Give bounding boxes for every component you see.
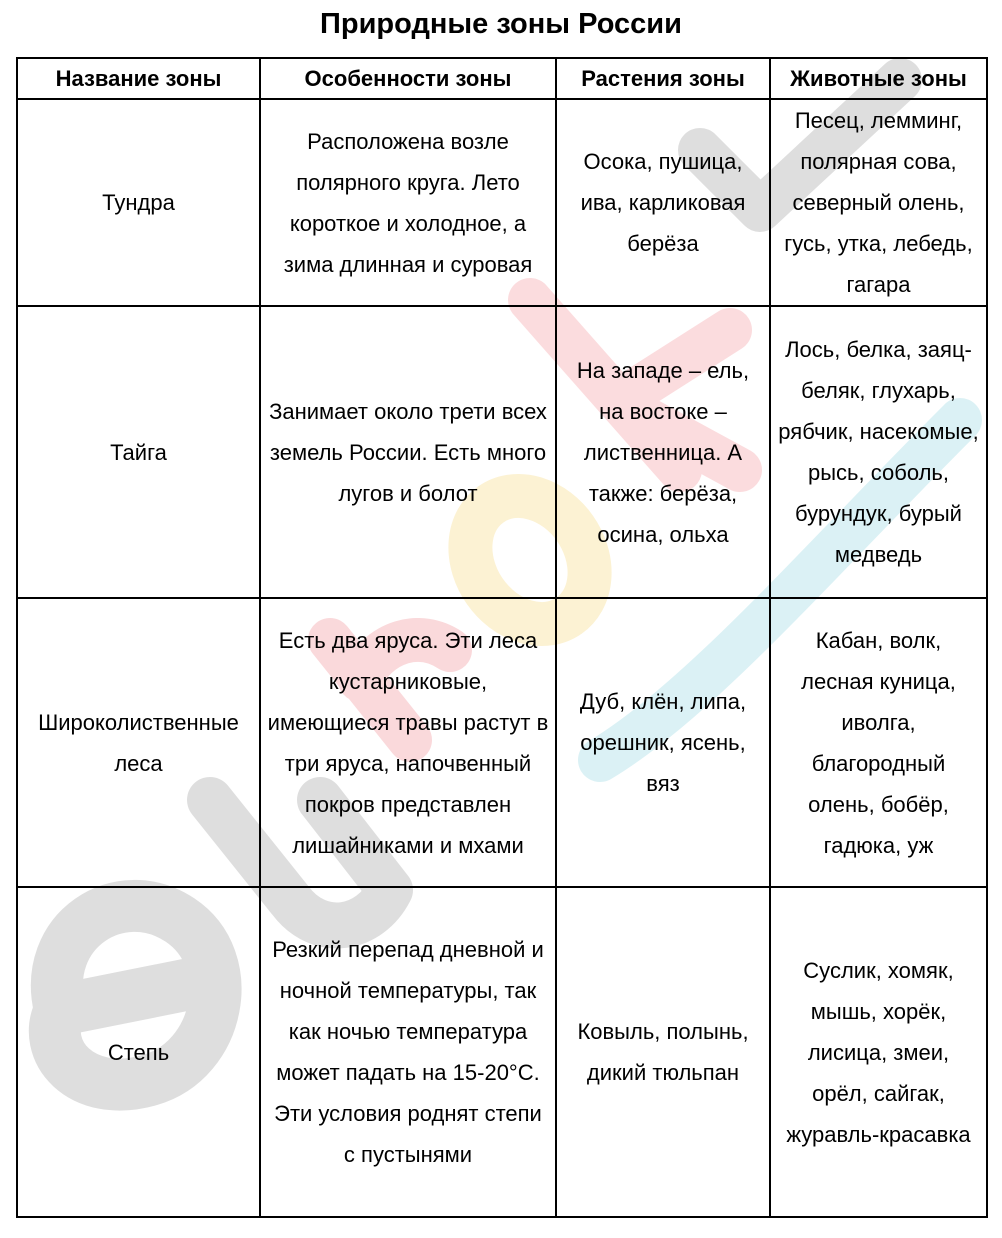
- zone-features-cell: Есть два яруса. Эти леса кустарниковые, имеющиеся травы растут в три яруса, напочвенный покров представлен лишайниками и мхами: [260, 598, 556, 887]
- zone-plants-cell: Дуб, клён, липа, орешник, ясень, вяз: [556, 598, 770, 887]
- column-header-zone-name: Название зоны: [17, 58, 260, 99]
- zone-name-cell: Тайга: [17, 306, 260, 598]
- zone-features-cell: Резкий перепад дневной и ночной температуры, так как ночью температура может падать на 15-20°C. Эти условия роднят степи с пустынями: [260, 887, 556, 1217]
- zone-name-cell: Степь: [17, 887, 260, 1217]
- column-header-features: Особенности зоны: [260, 58, 556, 99]
- zone-features-cell: Занимает около трети всех земель России. Есть много лугов и болот: [260, 306, 556, 598]
- zone-plants-cell: Осока, пушица, ива, карликовая берёза: [556, 99, 770, 306]
- table-row: [17, 887, 987, 1217]
- table-row: [17, 99, 987, 306]
- zone-animals-cell: Песец, лемминг, полярная сова, северный олень, гусь, утка, лебедь, гагара: [770, 99, 987, 306]
- table-row: [17, 598, 987, 887]
- zone-name-cell: Тундра: [17, 99, 260, 306]
- zone-plants-cell: Ковыль, полынь, дикий тюльпан: [556, 887, 770, 1217]
- page-title: Природные зоны России: [320, 8, 682, 40]
- zone-animals-cell: Кабан, волк, лесная куница, иволга, благородный олень, бобёр, гадюка, уж: [770, 598, 987, 887]
- table-header-row: [17, 58, 987, 99]
- zone-animals-cell: Суслик, хомяк, мышь, хорёк, лисица, змеи, орёл, сайгак, журавль-красавка: [770, 887, 987, 1217]
- zone-plants-cell: На западе – ель, на востоке – лиственница. А также: берёза, осина, ольха: [556, 306, 770, 598]
- zone-name-cell: Широколиственные леса: [17, 598, 260, 887]
- zone-animals-cell: Лось, белка, заяц-беляк, глухарь, рябчик, насекомые, рысь, соболь, бурундук, бурый медведь: [770, 306, 987, 598]
- zone-features-cell: Расположена возле полярного круга. Лето короткое и холодное, а зима длинная и суровая: [260, 99, 556, 306]
- table-row: [17, 306, 987, 598]
- column-header-plants: Растения зоны: [556, 58, 770, 99]
- natural-zones-table: [16, 57, 988, 1218]
- column-header-animals: Животные зоны: [770, 58, 987, 99]
